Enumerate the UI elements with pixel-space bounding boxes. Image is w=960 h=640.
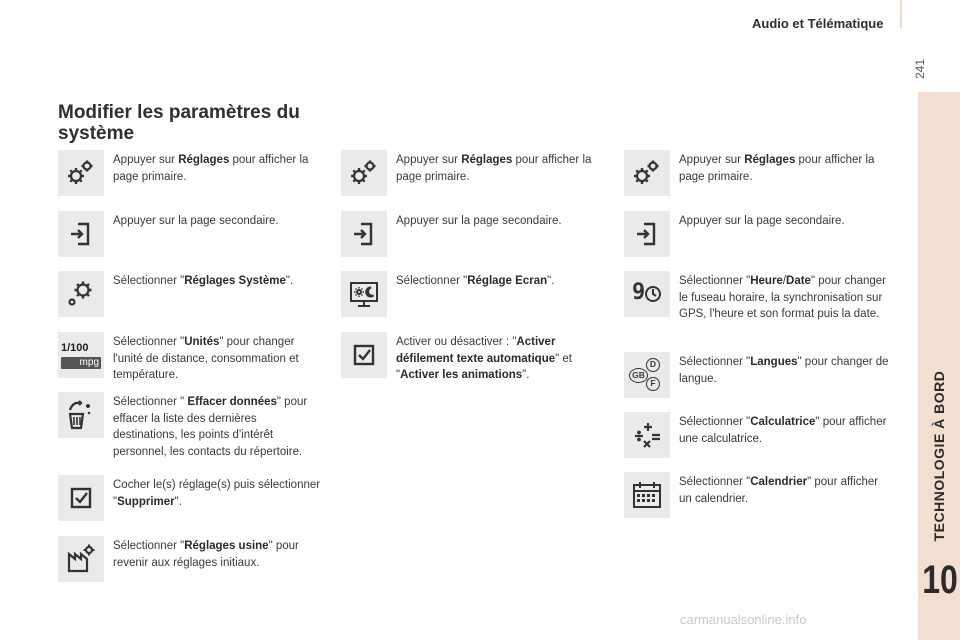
units-label-top: 1/100: [61, 341, 89, 354]
lang-f-badge: F: [646, 377, 660, 391]
step-text: Sélectionner "Heure/Date" pour changer le fuseau horaire, la synchronisation sur GPS, l'heure et son format puis la date.: [679, 275, 887, 320]
settings-gears-icon: [341, 150, 387, 196]
step-text: Sélectionner " Effacer données" pour effacer la liste des dernières destinations, les points d'intérêt personnel, les contacts du répertoire.: [113, 396, 308, 458]
languages-icon: [624, 352, 670, 398]
system-settings-icon: [58, 271, 104, 317]
checkbox-icon: [341, 332, 387, 378]
calendar-icon: [624, 472, 670, 518]
step-text: Activer ou désactiver : "Activer défilement texte automatique" et "Activer les animations".: [396, 336, 572, 381]
step-text: Appuyer sur la page secondaire.: [113, 215, 279, 227]
step-text: Appuyer sur Réglages pour afficher la page primaire.: [396, 154, 592, 183]
step-text: Appuyer sur Réglages pour afficher la page primaire.: [113, 154, 309, 183]
lang-d-badge: D: [646, 358, 660, 372]
chapter-number: 10: [922, 558, 958, 602]
units-label-bottom: mpg: [61, 357, 101, 369]
section-title: Modifier les paramètres du système: [58, 102, 300, 144]
step-text: Cocher le(s) réglage(s) puis sélectionner "Supprimer".: [113, 479, 321, 508]
step-text: Appuyer sur Réglages pour afficher la page primaire.: [679, 154, 875, 183]
watermark-text: carmanualsonline.info: [680, 612, 807, 627]
step-text: Appuyer sur la page secondaire.: [679, 215, 845, 227]
time-date-icon: [624, 271, 670, 317]
calculator-icon: [624, 412, 670, 458]
lang-gb-badge: GB: [629, 368, 648, 383]
units-icon: [58, 332, 104, 378]
step-text: Sélectionner "Réglages usine" pour revenir aux réglages initiaux.: [113, 540, 299, 569]
factory-settings-icon: [58, 536, 104, 582]
screen-settings-icon: [341, 271, 387, 317]
step-text: Sélectionner "Réglages Système".: [113, 275, 294, 287]
page-number: 241: [913, 58, 927, 80]
secondary-page-icon: [58, 211, 104, 257]
settings-gears-icon: [624, 150, 670, 196]
step-text: Appuyer sur la page secondaire.: [396, 215, 562, 227]
time-digit: 9: [632, 280, 646, 305]
delete-data-icon: [58, 392, 104, 438]
running-header: Audio et Télématique: [752, 16, 884, 31]
chapter-label: TECHNOLOGIE À BORD: [931, 370, 947, 542]
step-text: Sélectionner "Réglage Ecran".: [396, 275, 555, 287]
step-text: Sélectionner "Calculatrice" pour afficher une calculatrice.: [679, 416, 887, 445]
step-text: Sélectionner "Langues" pour changer de langue.: [679, 356, 889, 385]
settings-gears-icon: [58, 150, 104, 196]
secondary-page-icon: [341, 211, 387, 257]
checkbox-icon: [58, 475, 104, 521]
step-text: Sélectionner "Unités" pour changer l'unité de distance, consommation et température.: [113, 336, 299, 381]
header-divider: [900, 0, 902, 28]
step-text: Sélectionner "Calendrier" pour afficher un calendrier.: [679, 476, 879, 505]
secondary-page-icon: [624, 211, 670, 257]
